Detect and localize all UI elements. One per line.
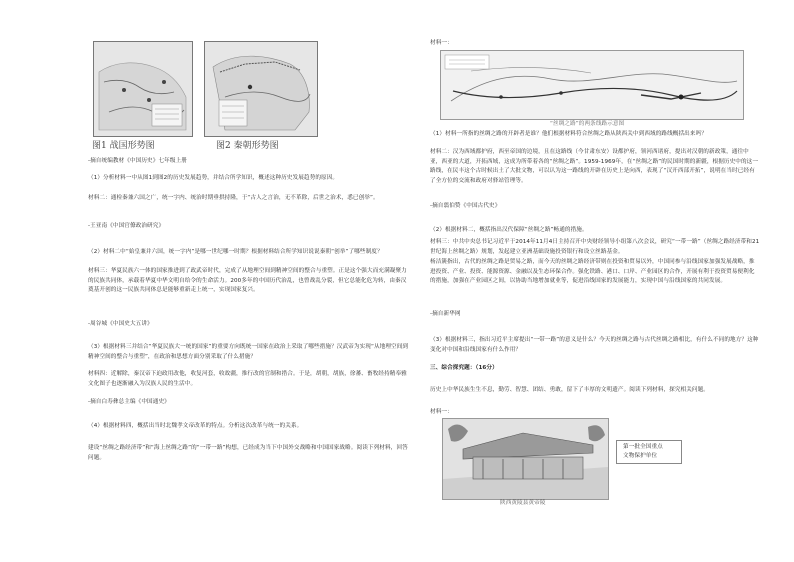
section-material-1-label: 材料一： [430, 409, 453, 415]
section-three-heading: 三、综合探究题：（16分） [430, 365, 498, 371]
intro-paragraph: 建设“丝绸之路经济带”和“海上丝绸之路”的“一带一路”构想，已经成为当下中国外交战略和中国国家战略。阅读下列材料，回答问题。 [88, 445, 408, 461]
warring-states-map [93, 41, 193, 137]
right-question-2: （2）根据材料二，概括指出汉代保障“丝绸之路”畅通的措施。 [430, 227, 588, 233]
right-material-3: 材料三：中共中央总书记习近平于2014年11月4日主持召开中央财经领导小组第八次会议，研究“一带一路”（丝绸之路经济带和21世纪海上丝绸之路）规划，发起建立亚洲基础设施投资银行和设立丝路基金。 [430, 239, 760, 255]
source-3: -周谷城《中国史大五讲》 [88, 321, 153, 327]
fig2-caption: 图2 秦朝形势图 [216, 141, 279, 151]
right-material-2: 材料二：汉为西域都护府，西至帝国的边境，且在这路线（今甘肃东安）设都护府，领河西诸府，提出对汉朝的新政策，通往中亚，西亚的大道，开拓西域，这成为所带着各的“丝绸之路”。1959-1969年，在“丝绸之路”的民国时期的新疆，根据历史中的这一路线，在民丰这个古时候出土了大批文物，可以认为这一路线的开辟在历史上是向西，表现了“汉开西部开拓”，说明在当时已经有了全方位的交流和政府对驿站管理等。 [430, 149, 759, 184]
right-source-2: -摘自新华网 [430, 311, 461, 317]
right-source-1: -摘自翦伯赞《中国古代史》 [430, 203, 501, 209]
source-2: -王亚南《中国官僚政治研究》 [88, 223, 165, 229]
source-1: -摘自统编教材《中国历史》七年级上册 [88, 158, 187, 164]
stamp-line-1: 第一批全国重点 [623, 444, 663, 450]
question-4: （4）根据材料四，概括出当时北魏孝文帝改革的特点。分析这次改革与统一的关系。 [88, 423, 303, 429]
warring-states-map-drawing [94, 42, 192, 136]
material-3: 材料三：华夏民族六一体的国家推进到了政武帝时代，完成了从地理空间到精神空间的整合与重塑。正是这个强大而充满凝聚力的民族共同体，承载着华夏中华文明自给令的生命活力。200多年的中国历代治乱，也曾战乱分裂，但它总能化危为转，由秦汉奠基开创的这一民族共同体总是能够重新走上统一，实现国家复兴。 [88, 268, 407, 294]
material-1-label: 材料一： [430, 40, 453, 46]
fig1-caption: 图1 战国形势图 [92, 141, 155, 151]
silk-road-caption: “丝绸之路”的两条线路示意图 [550, 121, 625, 127]
silk-road-map [440, 50, 744, 120]
right-material-3b: 杨洁篪指出，古代的丝绸之路是贸易之路，而今天的丝绸之路经济带则在投资和贸易以外，中国同参与沿线国家加强发展战略，推进投资、产业、投资、能源资源、金融以及生态环保合作。强化铁路、港口、口岸、产业园区的合作，开展有利于投资贸易便利化的措施，加强在产业园区之间，以协助当地增加就业等，促进沿线国家的发展能力，实现中国与沿线国家的共同发展。 [430, 259, 755, 285]
qin-dynasty-map [204, 41, 318, 137]
heritage-stamp [616, 440, 682, 464]
stamp-line-2: 文物保护单位 [623, 453, 658, 459]
source-4: -摘自白寿彝总主编《中国通史》 [88, 399, 170, 405]
section-three-intro: 历史上中华民族生生不息，勤劳、智慧、团结、勇敢，留下了丰厚的文明遗产。阅读下列材料，探究相关问题。 [430, 387, 709, 393]
material-2: 材料二：通检秦兼六国之广，统一字内、统治时期垂拱持隆，于“古人之言治，无不革除，后世之治术，悉已创举”。 [88, 195, 379, 201]
question-2: （2）材料二中“始皇兼并六国，统一字内”是哪一世纪哪一时期？根据材料结合所学知识说说秦朝“创举”了哪些制度？ [88, 249, 383, 255]
mausoleum-caption: 陕西黄陵县黄帝陵 [500, 500, 546, 506]
right-question-3: （3）根据材料三，指出习近平主席提出“一带一路”的意义是什么？今天的丝绸之路与古代丝绸之路相比，有什么不同的地方？这种变化对中国和沿线国家有什么作用？ [430, 337, 759, 353]
silk-road-map-drawing [441, 51, 743, 119]
mausoleum-drawing [443, 419, 608, 499]
material-4: 材料四：近解除，秦汉帝下迫政用改他，收复河套，收故疆，推行改的官制和措合。于是，胡朝，胡族，徐蕃、畜牧经持精奉雅文化图子也逐渐融入为汉族人民的生活中。 [88, 371, 407, 387]
right-question-1: （1）材料一所指的丝绸之路的开辟者是谁？他们根据材料符合丝绸之路从陕西关中到西域的路线概括出来吗？ [430, 131, 707, 137]
question-1: （1）分析材料一中从图1到图2的历史发展趋势，并结合所学知识，概述这种历史发展趋势的原因。 [88, 175, 339, 181]
huangdi-mausoleum-photo [442, 418, 609, 500]
qin-dynasty-map-drawing [205, 42, 317, 136]
question-3: （3）根据材料三并结合“华夏民族大一统的国家”的重要方向既统一国家在政治上采取了哪些措施？汉武帝为实现“从地理空间到精神空间的整合与重塑”，在政治和思想方面分别采取了什么措施？ [88, 344, 409, 360]
